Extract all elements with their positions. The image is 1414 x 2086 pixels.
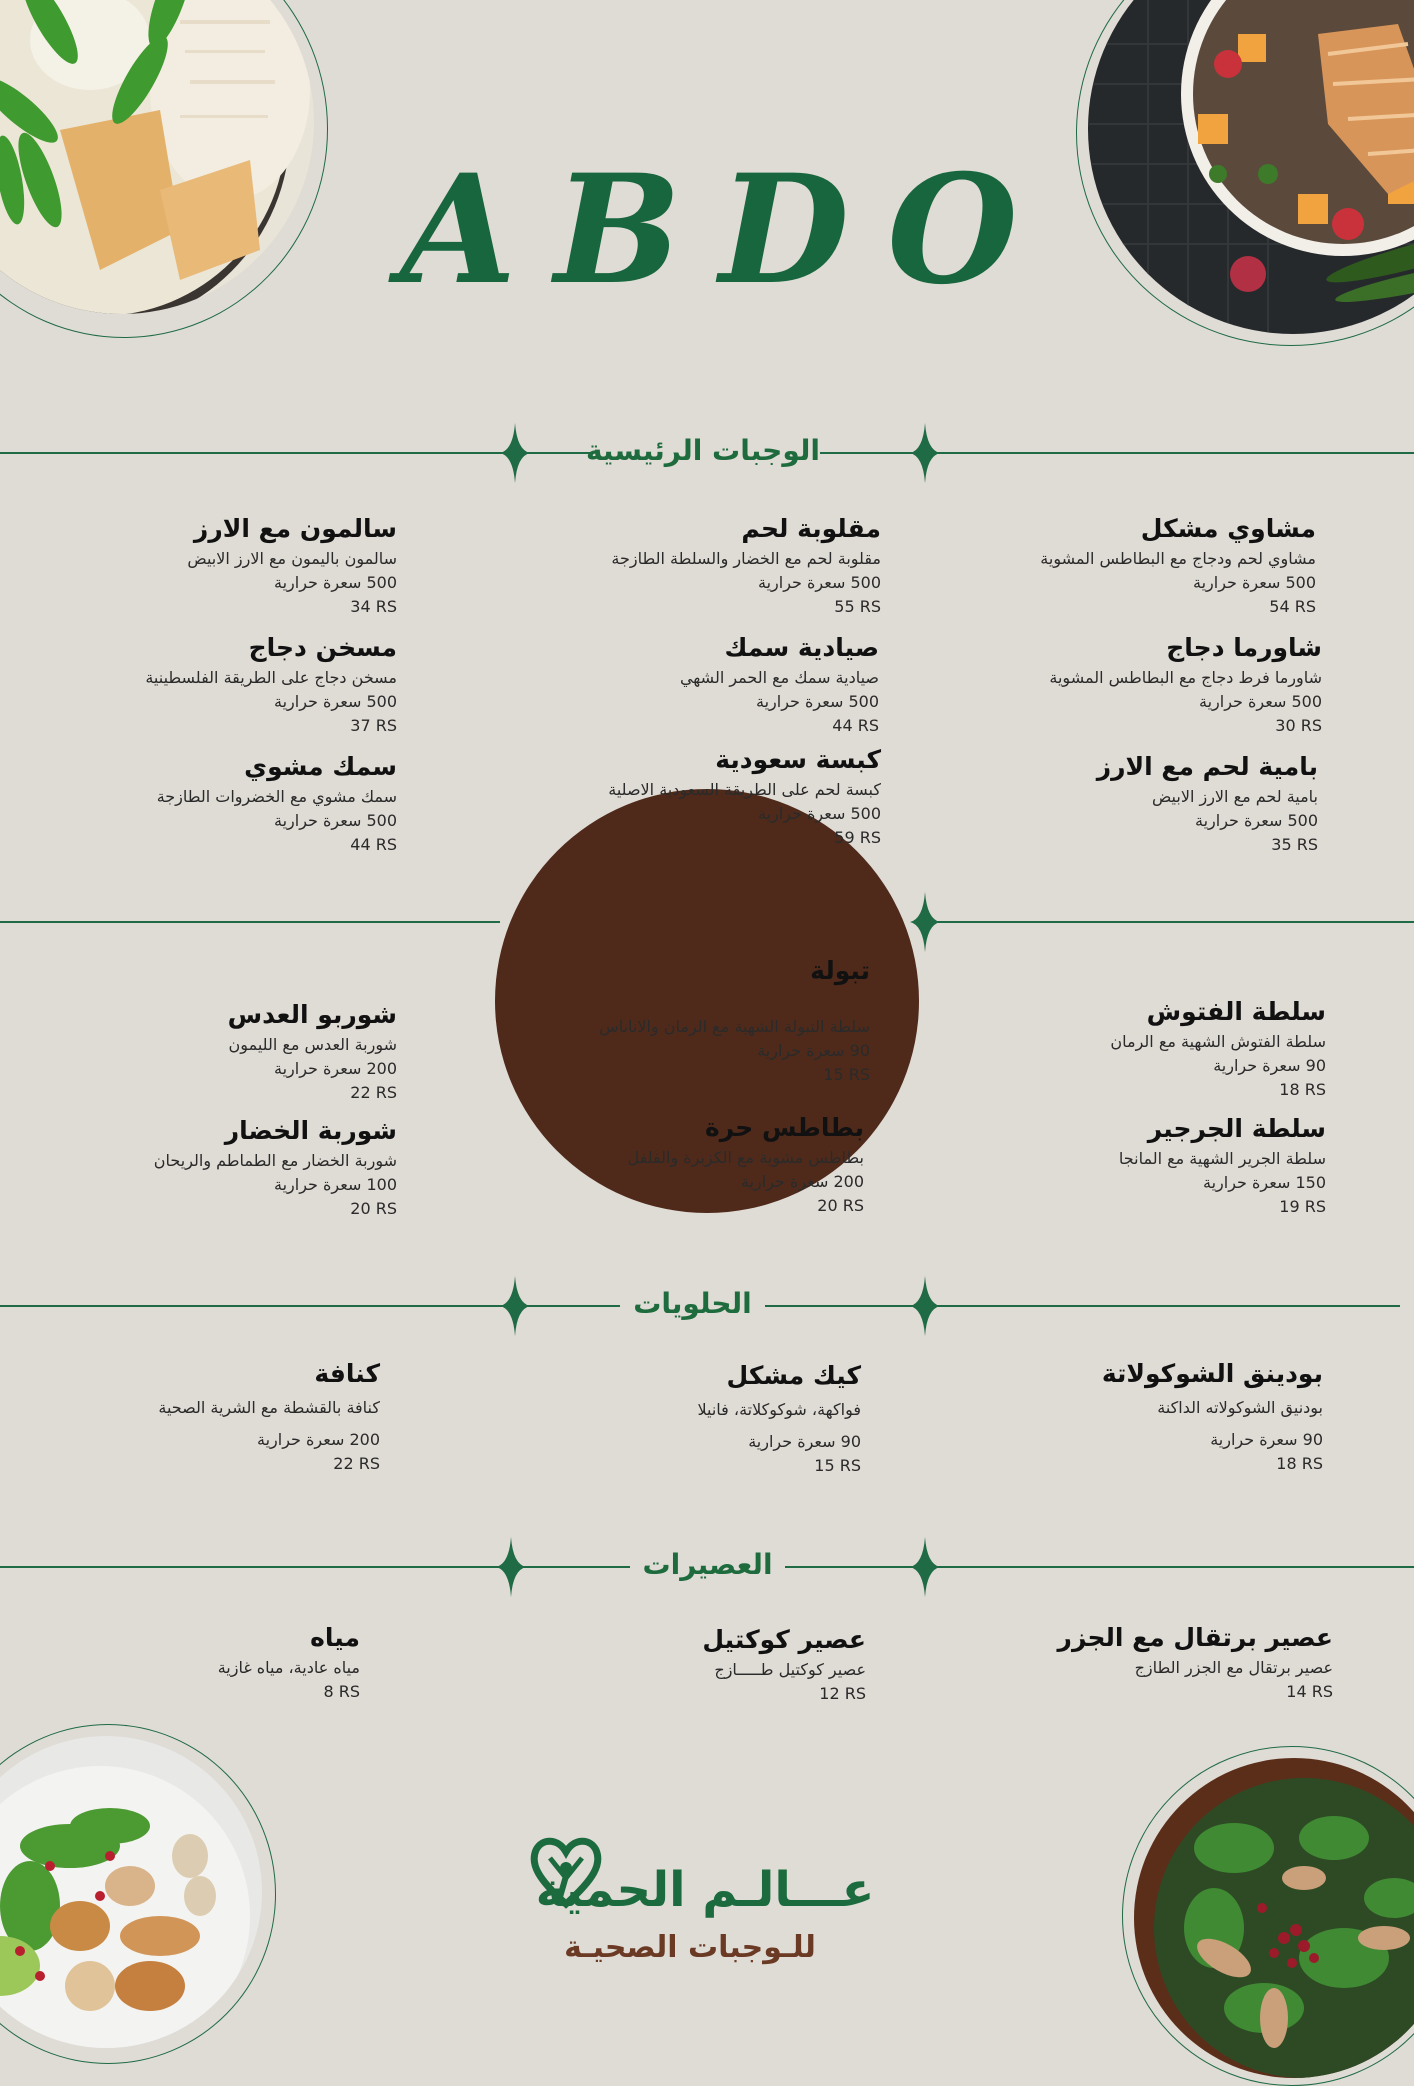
item-name: مسخن دجاج <box>248 633 397 662</box>
logo-name: عـــالـم الحمية <box>535 1862 875 1918</box>
item-price: 18 RS <box>1276 1454 1323 1473</box>
item-calories: 90 سعرة حرارية <box>1210 1430 1323 1449</box>
item-desc: بطاطس مشوية مع الكزبرة والفلفل <box>627 1148 864 1167</box>
item-price: 59 RS <box>834 828 881 847</box>
item-price: 15 RS <box>814 1456 861 1475</box>
item-calories: 90 سعرة حرارية <box>748 1432 861 1451</box>
item-desc: بودنيق الشوكولاته الداكنة <box>1157 1398 1323 1417</box>
four-point-star-icon <box>500 423 530 483</box>
item-desc: سلطة التبولة الشهية مع الرمان والاناناس <box>599 1017 870 1036</box>
item-desc: صيادية سمك مع الحمر الشهي <box>679 668 879 687</box>
photo-chicken-quinoa <box>1088 0 1414 334</box>
item-desc: مقلوبة لحم مع الخضار والسلطة الطازجة <box>611 549 881 568</box>
item-price: 35 RS <box>1271 835 1318 854</box>
section-divider-salads <box>0 902 1414 942</box>
restaurant-logo <box>500 1800 900 1980</box>
item-name: كنافة <box>314 1359 380 1388</box>
menu-item <box>154 1114 397 1221</box>
item-name: بامية لحم مع الارز <box>1096 752 1318 781</box>
item-price: 8 RS <box>323 1682 360 1701</box>
menu-item <box>702 1623 866 1706</box>
item-calories: 500 سعرة حرارية <box>1199 692 1322 711</box>
menu-item <box>187 512 397 619</box>
item-desc: بامية لحم مع الارز الابيض <box>1151 787 1318 806</box>
divider-line <box>0 921 500 923</box>
four-point-star-icon <box>910 423 940 483</box>
item-calories: 150 سعرة حرارية <box>1203 1173 1326 1192</box>
item-calories: 500 سعرة حرارية <box>1195 811 1318 830</box>
menu-item <box>680 631 879 738</box>
item-price: 34 RS <box>350 597 397 616</box>
four-point-star-icon <box>910 1276 940 1336</box>
item-calories: 500 سعرة حرارية <box>274 573 397 592</box>
menu-item <box>1058 1621 1333 1704</box>
item-desc: عصير برتقال مع الجزر الطازج <box>1134 1658 1333 1677</box>
section-title-main: الوجبات الرئيسية <box>585 434 820 467</box>
item-calories: 200 سعرة حرارية <box>257 1430 380 1449</box>
item-desc: شوربة العدس مع الليمون <box>228 1035 397 1054</box>
item-name: شوربو العدس <box>227 1000 397 1029</box>
item-price: 19 RS <box>1279 1197 1326 1216</box>
logo-tagline: للـوجبات الصحيـة <box>564 1930 816 1965</box>
item-calories: 500 سعرة حرارية <box>758 573 881 592</box>
item-desc: سلطة الفتوش الشهية مع الرمان <box>1110 1032 1326 1051</box>
menu-item <box>218 1621 360 1704</box>
item-name: سالمون مع الارز <box>193 514 397 543</box>
menu-item <box>158 1357 380 1476</box>
item-calories: 200 سعرة حرارية <box>274 1059 397 1078</box>
item-desc: شوربة الخضار مع الطماطم والريحان <box>153 1151 397 1170</box>
item-name: صيادية سمك <box>724 633 879 662</box>
item-calories: 100 سعرة حرارية <box>274 1175 397 1194</box>
menu-item <box>697 1359 861 1478</box>
four-point-star-icon <box>500 1276 530 1336</box>
item-name: سلطة الفتوش <box>1146 997 1326 1026</box>
divider-line <box>765 1305 1400 1307</box>
item-price: 44 RS <box>350 835 397 854</box>
menu-item <box>1119 1112 1326 1219</box>
section-divider-juices <box>0 1547 1414 1587</box>
item-calories: 500 سعرة حرارية <box>1193 573 1316 592</box>
section-divider-desserts <box>0 1286 1414 1326</box>
item-price: 37 RS <box>350 716 397 735</box>
item-calories: 500 سعرة حرارية <box>274 692 397 711</box>
divider-line <box>785 1566 1414 1568</box>
menu-item <box>599 954 870 1087</box>
item-name: سلطة الجرجير <box>1147 1114 1326 1143</box>
four-point-star-icon <box>910 892 940 952</box>
item-calories: 500 سعرة حرارية <box>756 692 879 711</box>
four-point-star-icon <box>910 1537 940 1597</box>
item-desc: فواكهة، شوكوكلاتة، فانيلا <box>697 1400 861 1419</box>
item-price: 20 RS <box>350 1199 397 1218</box>
menu-item <box>228 998 397 1105</box>
item-desc: مشاوي لحم ودجاج مع البطاطس المشوية <box>1040 549 1316 568</box>
divider-line <box>920 921 1414 923</box>
item-desc: مياه عادية، مياه غازية <box>217 1658 360 1677</box>
section-divider-main <box>0 433 1414 473</box>
section-title-desserts: الحلويات <box>633 1287 752 1320</box>
item-calories: 500 سعرة حرارية <box>274 811 397 830</box>
item-price: 12 RS <box>819 1684 866 1703</box>
item-name: مقلوبة لحم <box>741 514 881 543</box>
item-name: كبسة سعودية <box>715 745 881 774</box>
item-desc: شاورما فرط دجاج مع البطاطس المشوية <box>1049 668 1322 687</box>
item-price: 44 RS <box>832 716 879 735</box>
chicken-quinoa-image <box>1088 0 1414 334</box>
item-name: شاورما دجاج <box>1166 633 1322 662</box>
item-desc: سلطة الجرير الشهية مع المانجا <box>1118 1149 1326 1168</box>
item-calories: 200 سعرة حرارية <box>741 1172 864 1191</box>
item-price: 22 RS <box>350 1083 397 1102</box>
item-name: عصير كوكتيل <box>702 1625 866 1654</box>
item-price: 14 RS <box>1286 1682 1333 1701</box>
item-price: 22 RS <box>333 1454 380 1473</box>
item-price: 15 RS <box>823 1065 870 1084</box>
item-name: سمك مشوي <box>244 752 397 781</box>
item-desc: سمك مشوي مع الخضروات الطازجة <box>156 787 397 806</box>
menu-item <box>145 631 397 738</box>
item-name: بودينق الشوكولاتة <box>1101 1359 1323 1388</box>
item-calories: 90 سعرة حرارية <box>757 1041 870 1060</box>
menu-item <box>1102 1357 1323 1476</box>
item-desc: كبسة لحم على الطريقة السعودية الاصلية <box>608 780 881 799</box>
menu-item <box>608 743 881 850</box>
item-name: عصير برتقال مع الجزر <box>1057 1623 1333 1652</box>
item-price: 54 RS <box>1269 597 1316 616</box>
menu-item <box>1040 512 1316 619</box>
menu-item <box>628 1111 864 1218</box>
item-name: مياه <box>310 1623 360 1652</box>
menu-item <box>1049 631 1322 738</box>
menu-item <box>157 750 397 857</box>
menu-item <box>611 512 881 619</box>
item-calories: 500 سعرة حرارية <box>758 804 881 823</box>
item-desc: كنافة بالقشطة مع الشرية الصحية <box>158 1398 380 1417</box>
item-name: كيك مشكل <box>726 1361 861 1390</box>
item-desc: عصير كوكتيل طـــــازج <box>714 1660 866 1679</box>
item-name: بطاطس حرة <box>704 1113 864 1142</box>
item-desc: سالمون باليمون مع الارز الابيض <box>187 549 397 568</box>
item-desc: مسخن دجاج على الطريقة الفلسطينية <box>145 668 397 687</box>
item-calories: 90 سعرة حرارية <box>1213 1056 1326 1075</box>
menu-item <box>1097 750 1318 857</box>
four-point-star-icon <box>496 1537 526 1597</box>
menu-item <box>1110 995 1326 1102</box>
item-name: تبولة <box>810 956 870 985</box>
item-price: 30 RS <box>1275 716 1322 735</box>
item-name: شوربة الخضار <box>224 1116 397 1145</box>
item-name: مشاوي مشكل <box>1140 514 1316 543</box>
divider-line <box>0 1566 630 1568</box>
item-price: 20 RS <box>817 1196 864 1215</box>
brand-title: ABDO <box>400 142 1056 318</box>
item-price: 18 RS <box>1279 1080 1326 1099</box>
item-price: 55 RS <box>834 597 881 616</box>
section-title-juices: العصيرات <box>642 1548 773 1581</box>
